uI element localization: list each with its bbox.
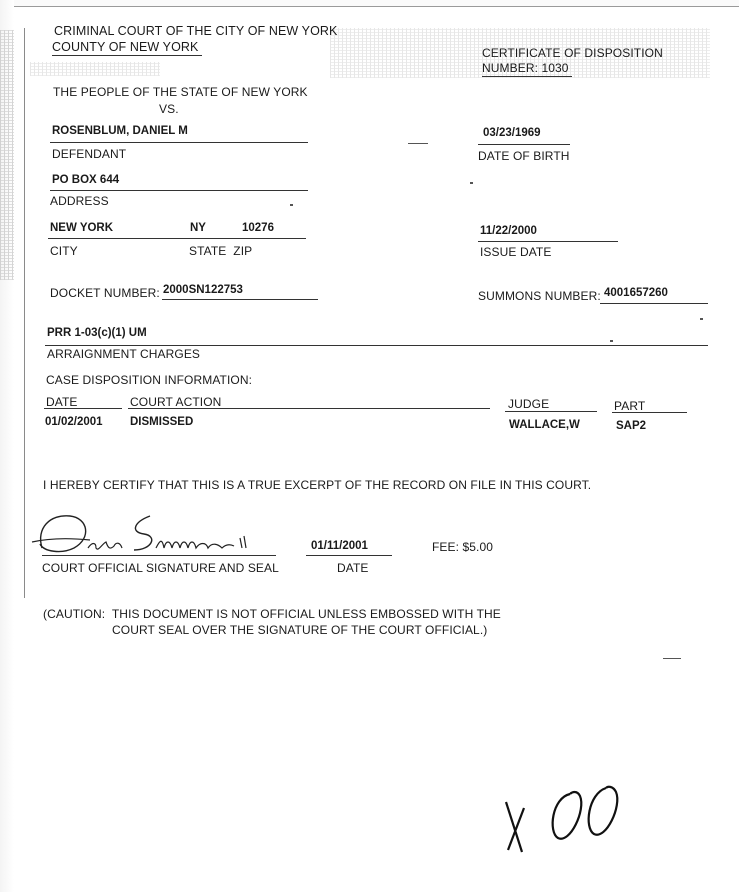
- court-county: COUNTY OF NEW YORK: [52, 40, 199, 54]
- number-underline: [482, 76, 572, 77]
- city-underline: [48, 238, 306, 239]
- col-part-header: PART: [614, 399, 646, 413]
- scan-speck: [408, 143, 428, 144]
- certification-date: 01/11/2001: [311, 540, 368, 552]
- row-judge: WALLACE,W: [509, 419, 580, 431]
- scan-speck: [610, 340, 613, 342]
- part-col-rule: [612, 412, 687, 413]
- dob-underline: [478, 144, 570, 145]
- charges-underline: [45, 345, 708, 346]
- certificate-number: NUMBER: 1030: [482, 61, 569, 75]
- row-date: 01/02/2001: [45, 416, 103, 428]
- signature-label: COURT OFFICIAL SIGNATURE AND SEAL: [42, 561, 279, 575]
- city-label: CITY: [50, 244, 78, 258]
- charge-value: PRR 1-03(c)(1) UM: [47, 327, 147, 339]
- docket-label: DOCKET NUMBER:: [50, 286, 160, 300]
- left-margin-rule: [24, 28, 25, 598]
- state-value: NY: [190, 222, 206, 234]
- court-name: CRIMINAL COURT OF THE CITY OF NEW YORK: [54, 24, 338, 38]
- defendant-name: ROSENBLUM, DANIEL M: [52, 125, 188, 137]
- date-col-rule: [44, 408, 122, 409]
- dob-value: 03/23/1969: [483, 127, 541, 139]
- col-court-action-header: COURT ACTION: [130, 395, 222, 409]
- summons-underline: [600, 303, 708, 304]
- official-signature: [30, 508, 270, 558]
- cert-date-underline: [306, 555, 392, 556]
- disposition-label: CASE DISPOSITION INFORMATION:: [46, 373, 253, 387]
- handwritten-mark: [500, 780, 630, 860]
- defendant-label: DEFENDANT: [52, 147, 127, 161]
- scan-speck: [663, 658, 681, 659]
- summons-number: 4001657260: [604, 287, 668, 299]
- scan-speck: [470, 182, 473, 184]
- people-caption: THE PEOPLE OF THE STATE OF NEW YORK: [53, 85, 308, 99]
- scan-noise-left: [30, 62, 160, 76]
- address-label: ADDRESS: [50, 194, 109, 208]
- caution-line-1: (CAUTION: THIS DOCUMENT IS NOT OFFICIAL UNLESS EMBOSSED WITH THE: [43, 607, 501, 621]
- scan-speck: [700, 318, 703, 320]
- docket-underline: [162, 299, 318, 300]
- scan-top-edge: [0, 0, 739, 7]
- fee-amount: FEE: $5.00: [432, 540, 494, 554]
- address-underline: [50, 190, 308, 191]
- cert-date-label: DATE: [337, 561, 369, 575]
- charges-label: ARRAIGNMENT CHARGES: [47, 347, 201, 361]
- signature-line: [42, 555, 276, 556]
- col-judge-header: JUDGE: [508, 397, 550, 411]
- scan-noise-margin: [0, 30, 14, 280]
- state-zip-label: STATE ZIP: [189, 244, 253, 258]
- row-part: SAP2: [616, 420, 647, 432]
- docket-number: 2000SN122753: [163, 284, 243, 296]
- defendant-underline: [50, 142, 308, 143]
- dob-label: DATE OF BIRTH: [478, 149, 570, 163]
- scan-speck: [290, 204, 293, 206]
- address-value: PO BOX 644: [52, 174, 120, 186]
- col-date-header: DATE: [46, 395, 78, 409]
- caution-line-2: COURT SEAL OVER THE SIGNATURE OF THE COURT OFFICIAL.): [112, 623, 488, 637]
- zip-value: 10276: [242, 222, 274, 234]
- issue-date-underline: [478, 241, 618, 242]
- action-col-rule: [128, 408, 490, 409]
- certification-statement: I HEREBY CERTIFY THAT THIS IS A TRUE EXCERPT OF THE RECORD ON FILE IN THIS COURT.: [43, 478, 592, 492]
- city-value: NEW YORK: [50, 222, 114, 234]
- certificate-title: CERTIFICATE OF DISPOSITION: [482, 46, 663, 60]
- row-court-action: DISMISSED: [130, 416, 194, 428]
- versus-label: VS.: [159, 102, 179, 116]
- county-underline: [52, 55, 202, 56]
- issue-date-label: ISSUE DATE: [480, 245, 552, 259]
- summons-label: SUMMONS NUMBER:: [478, 289, 601, 303]
- judge-col-rule: [505, 411, 597, 412]
- issue-date-value: 11/22/2000: [480, 225, 537, 237]
